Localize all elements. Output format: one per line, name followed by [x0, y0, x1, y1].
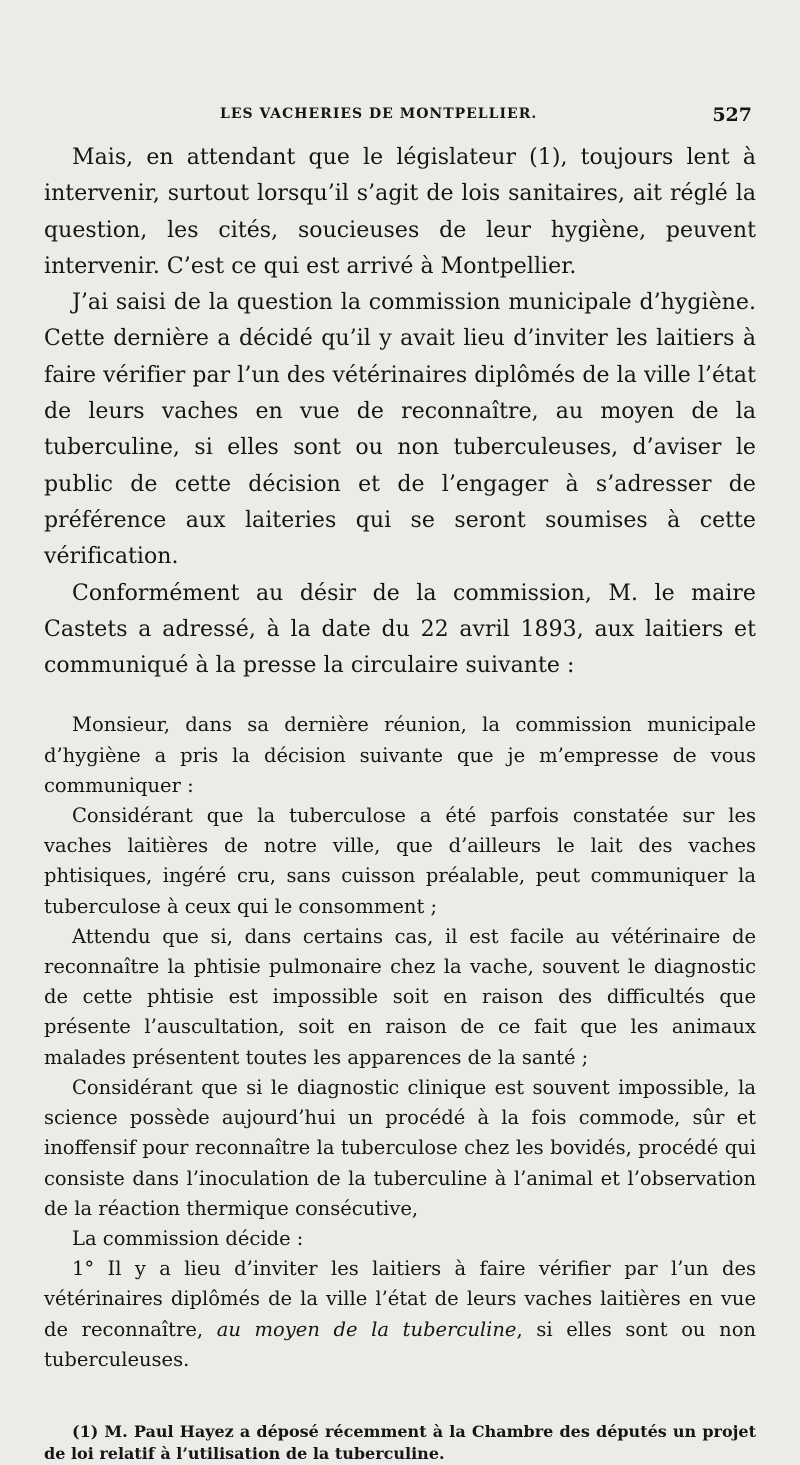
- main-text: [44, 140, 756, 684]
- decision-item: [44, 1254, 756, 1375]
- decision-text-start: 1° Il y a lieu d’inviter les laitiers à faire vérifier par l’un des vétérinaires diplômés de la ville l’état de leurs vaches laitières en vue de reconnaître,: [44, 1257, 756, 1341]
- page-number: 527: [712, 104, 752, 126]
- running-title: LES VACHERIES DE MONTPELLIER.: [220, 106, 538, 122]
- footnote-text: (1) M. Paul Hayez a déposé récemment à la Chambre des députés un projet de loi relatif à l’utilisation de la tuberculine.: [44, 1421, 756, 1463]
- page-body: [44, 140, 756, 1465]
- circular-paragraph: Attendu que si, dans certains cas, il est facile au vétérinaire de reconnaître la phtisie pulmonaire chez la vache, souvent le diagnostic de cette phtisie est impossible soit en raison des difficultés que présente l’auscultation, soit en raison de ce fait que les animaux malades présentent toutes les apparences de la santé ;: [44, 924, 756, 1069]
- circular-paragraph: Considérant que si le diagnostic clinique est souvent impossible, la science possède aujourd’hui un procédé à la fois commode, sûr et inoffensif pour reconnaître la tuberculose chez les bovidés, procédé qui consiste dans l’inoculation de la tuberculine à l’animal et l’observation de la réaction thermique consécutive,: [44, 1075, 756, 1220]
- circular-paragraph: Monsieur, dans sa dernière réunion, la commission municipale d’hygiène a pris la décision suivante que je m’empresse de vous communiquer :: [44, 713, 756, 797]
- circular-paragraph: Considérant que la tuberculose a été parfois constatée sur les vaches laitières de notre ville, que d’ailleurs le lait des vaches phtisiques, ingéré cru, sans cuisson préalable, peut communiquer la tuberculose à ceux qui le consomment ;: [44, 804, 756, 918]
- footnote: [44, 1421, 756, 1465]
- circular-paragraph: La commission décide :: [72, 1226, 304, 1250]
- decision-text-end: , si elles sont ou non tuberculeuses.: [44, 1317, 756, 1371]
- paragraph: J’ai saisi de la question la commission municipale d’hygiène. Cette dernière a décidé qu’il y avait lieu d’inviter les laitiers à faire vérifier par l’un des vétérinaires diplômés de la ville l’état de leurs vaches en vue de reconnaître, au moyen de la tuberculine, si elles sont ou non tuberculeuses, d’aviser le public de cette décision et de l’engager à s’adresser de préférence aux laiteries qui se seront soumises à cette vérification.: [44, 290, 756, 570]
- paragraph: Conformément au désir de la commission, M. le maire Castets a adressé, à la date du 22 avril 1893, aux laitiers et communiqué à la presse la circulaire suivante :: [44, 580, 756, 679]
- paragraph: Mais, en attendant que le législateur (1), toujours lent à intervenir, surtout lorsqu’il s’agit de lois sanitaires, ait réglé la question, les cités, soucieuses de leur hygiène, peuvent intervenir. C’est ce qui est arrivé à Montpellier.: [44, 145, 756, 279]
- decision-italic-text: au moyen de la tuberculine: [216, 1317, 517, 1341]
- circular-letter: [44, 710, 756, 1374]
- running-header: [220, 104, 760, 130]
